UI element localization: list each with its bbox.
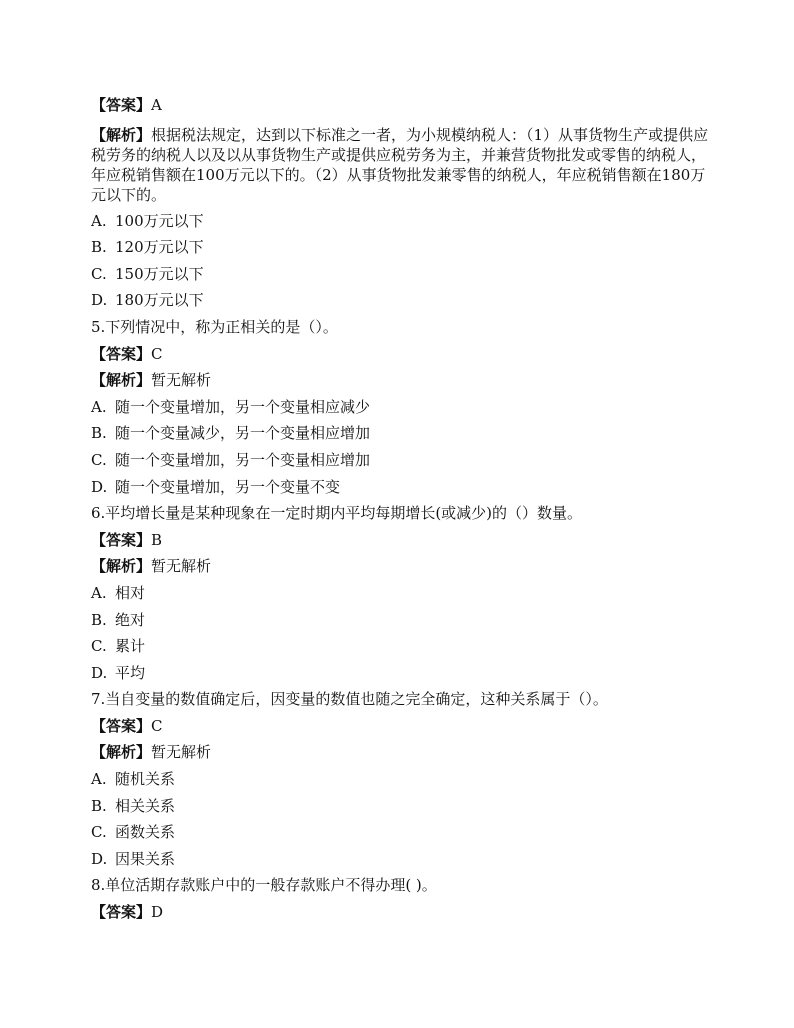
option-letter: B. — [91, 238, 107, 257]
option-text: 绝对 — [115, 610, 146, 629]
option-b — [91, 234, 711, 261]
answer-value: C — [151, 344, 163, 363]
option-letter: D. — [91, 477, 108, 496]
question-text: 8.单位活期存款账户中的一般存款账户不得办理( )。 — [91, 876, 437, 895]
option-letter: A. — [91, 397, 107, 416]
option-b — [91, 793, 711, 820]
question-8 — [91, 872, 711, 899]
option-letter: B. — [91, 424, 107, 443]
option-text: 150万元以下 — [115, 264, 204, 283]
option-d — [91, 287, 711, 314]
option-letter: A. — [91, 770, 107, 789]
answer-line — [91, 92, 711, 119]
answer-tag: 【答案】 — [91, 530, 152, 549]
option-letter: C. — [91, 637, 107, 656]
question-6 — [91, 500, 711, 527]
option-text: 100万元以下 — [115, 211, 204, 230]
option-d — [91, 846, 711, 873]
analysis-line — [91, 367, 711, 394]
answer-tag: 【答案】 — [91, 344, 152, 363]
option-a — [91, 208, 711, 235]
option-text: 累计 — [115, 637, 146, 656]
option-c — [91, 261, 711, 288]
analysis-tag: 【解析】 — [91, 557, 152, 576]
option-d — [91, 660, 711, 687]
option-b — [91, 420, 711, 447]
analysis-text: 根据税法规定，达到以下标准之一者，为小规模纳税人：（1）从事货物生产或提供应税劳务的纳税人以及以从事货物生产或提供应税劳务为主，并兼营货物批发或零售的纳税人，年应税销售额在100万元以下的。（2）从事货物批发兼零售的纳税人，年应税销售额在180万元以下的。 — [91, 125, 709, 204]
option-letter: D. — [91, 849, 108, 868]
analysis-line — [91, 553, 711, 580]
option-text: 平均 — [115, 663, 146, 682]
question-text: 5.下列情况中，称为正相关的是（）。 — [91, 317, 338, 336]
question-text: 7.当自变量的数值确定后，因变量的数值也随之完全确定，这种关系属于（）。 — [91, 690, 608, 709]
answer-tag: 【答案】 — [91, 96, 152, 114]
option-letter: D. — [91, 663, 108, 682]
option-letter: C. — [91, 264, 107, 283]
analysis-tag: 【解析】 — [91, 743, 152, 762]
option-text: 随机关系 — [115, 770, 176, 789]
answer-tag: 【答案】 — [91, 716, 152, 735]
analysis-text: 暂无解析 — [151, 743, 212, 762]
option-a — [91, 766, 711, 793]
option-c — [91, 633, 711, 660]
option-c — [91, 447, 711, 474]
option-b — [91, 607, 711, 634]
option-d — [91, 474, 711, 501]
analysis-paragraph — [91, 125, 711, 205]
answer-value: C — [151, 716, 163, 735]
option-text: 随一个变量增加，另一个变量相应减少 — [115, 397, 371, 416]
answer-line — [91, 341, 711, 368]
analysis-line — [91, 739, 711, 766]
option-text: 相关关系 — [115, 796, 176, 815]
option-text: 相对 — [115, 583, 146, 602]
question-7 — [91, 686, 711, 713]
option-text: 180万元以下 — [115, 291, 204, 310]
answer-value: B — [151, 530, 163, 549]
option-text: 随一个变量减少，另一个变量相应增加 — [115, 424, 371, 443]
analysis-text: 暂无解析 — [151, 371, 212, 390]
option-text: 函数关系 — [115, 823, 176, 842]
option-letter: A. — [91, 211, 107, 230]
option-letter: B. — [91, 610, 107, 629]
option-text: 120万元以下 — [115, 238, 204, 257]
answer-tag: 【答案】 — [91, 903, 152, 922]
analysis-tag: 【解析】 — [91, 371, 152, 390]
question-5 — [91, 314, 711, 341]
answer-line — [91, 899, 711, 926]
analysis-tag: 【解析】 — [91, 125, 152, 144]
option-a — [91, 394, 711, 421]
document-page — [91, 92, 711, 926]
option-c — [91, 819, 711, 846]
option-text: 随一个变量增加，另一个变量不变 — [115, 477, 341, 496]
analysis-text: 暂无解析 — [151, 557, 212, 576]
option-letter: C. — [91, 450, 107, 469]
answer-line — [91, 527, 711, 554]
answer-value: A — [151, 96, 162, 114]
answer-line — [91, 713, 711, 740]
answer-value: D — [151, 903, 164, 922]
option-text: 随一个变量增加，另一个变量相应增加 — [115, 450, 371, 469]
option-letter: D. — [91, 291, 108, 310]
option-a — [91, 580, 711, 607]
option-letter: A. — [91, 583, 107, 602]
question-text: 6.平均增长量是某种现象在一定时期内平均每期增长(或减少)的（）数量。 — [91, 504, 583, 523]
option-text: 因果关系 — [115, 849, 176, 868]
option-letter: C. — [91, 823, 107, 842]
option-letter: B. — [91, 796, 107, 815]
